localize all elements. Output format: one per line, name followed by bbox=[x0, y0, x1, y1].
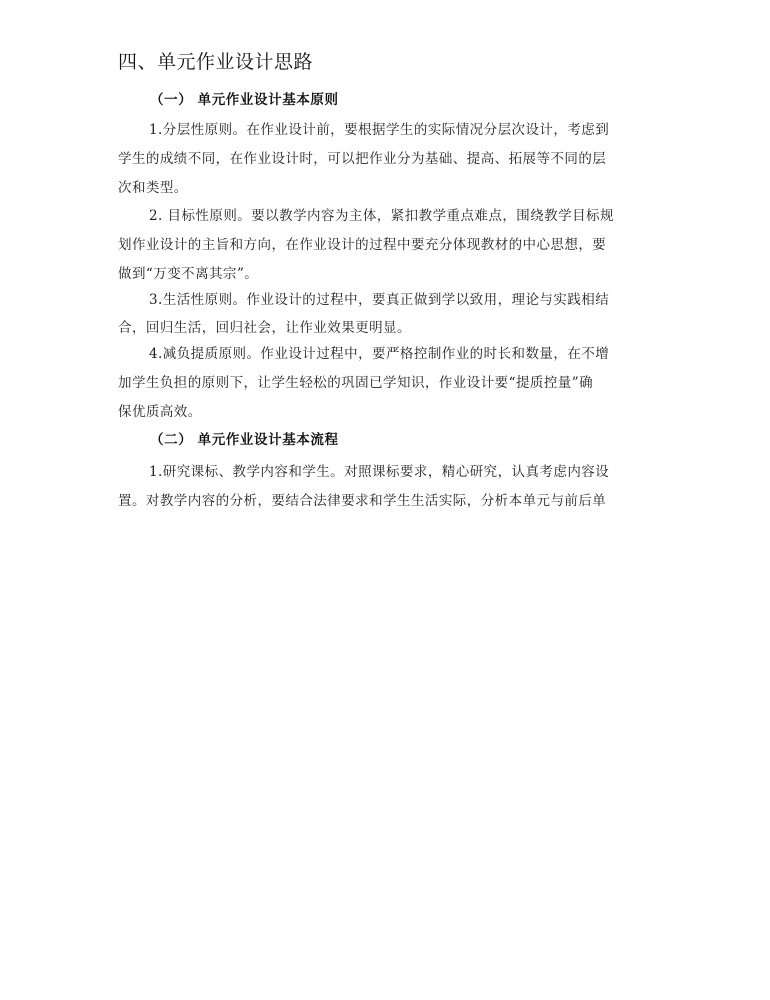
paragraph-line: 做到“万变不离其宗”。 bbox=[118, 266, 259, 282]
paragraph-line: 合，回归生活，回归社会，让作业效果更明显。 bbox=[118, 320, 411, 336]
paragraph-line: 加学生负担的原则下，让学生轻松的巩固已学知识，作业设计要“提质控量”确 bbox=[118, 375, 594, 391]
paragraph-line: 1.分层性原则。在作业设计前，要根据学生的实际情况分层次设计，考虑到 bbox=[149, 122, 610, 138]
paragraph-line: 划作业设计的主旨和方向，在作业设计的过程中要充分体现教材的中心思想，要 bbox=[118, 237, 607, 253]
paragraph-line: 4.减负提质原则。作业设计过程中，要严格控制作业的时长和数量，在不增 bbox=[149, 346, 610, 362]
subsection-heading-process: （二） 单元作业设计基本流程 bbox=[150, 432, 339, 448]
paragraph-line: 置。对教学内容的分析，要结合法律要求和学生生活实际，分析本单元与前后单 bbox=[118, 493, 607, 509]
paragraph-line: 保优质高效。 bbox=[118, 404, 202, 420]
section-heading: 四、单元作业设计思路 bbox=[118, 51, 314, 73]
paragraph-line: 次和类型。 bbox=[118, 180, 188, 196]
paragraph-line: 1.研究课标、教学内容和学生。对照课标要求，精心研究，认真考虑内容设 bbox=[149, 464, 610, 480]
paragraph-line: 学生的成绩不同，在作业设计时，可以把作业分为基础、提高、拓展等不同的层 bbox=[118, 151, 607, 167]
paragraph-line: 3.生活性原则。作业设计的过程中，要真正做到学以致用，理论与实践相结 bbox=[149, 292, 610, 308]
paragraph-line: 2. 目标性原则。要以教学内容为主体，紧扣教学重点难点，围绕教学目标规 bbox=[149, 208, 614, 224]
subsection-heading-principles: （一） 单元作业设计基本原则 bbox=[150, 92, 339, 108]
